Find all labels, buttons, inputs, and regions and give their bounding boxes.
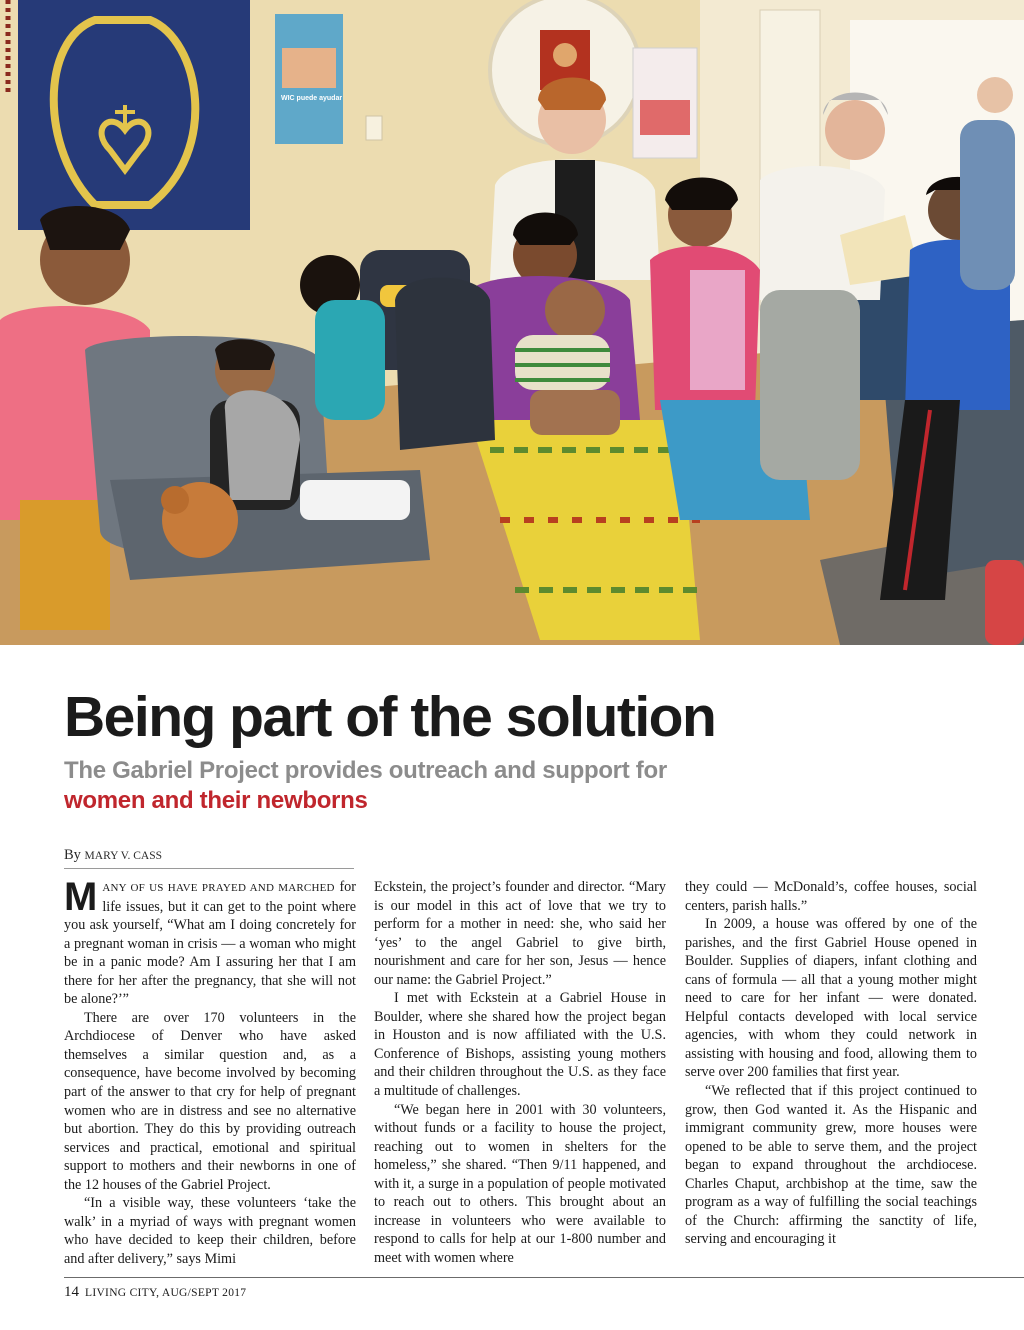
- byline-prefix: By: [64, 847, 81, 863]
- paragraph-2: There are over 170 volunteers in the Archdiocese of Denver who have asked themselves a similar question and, as a consequence, have become involved by becoming part of the answer to that cry for help of pregnant women who are in distress and see no alternative but abortion. They do this by providing outreach services and practical, emotional and spiritual support to mothers and their newborns in one of the 12 houses of the Gabriel Project.: [64, 1009, 356, 1193]
- column-2: [374, 878, 666, 1273]
- footer-rule: [64, 1277, 1024, 1278]
- column-1: [64, 878, 356, 1273]
- deck-highlight: women and their newborns: [64, 787, 368, 814]
- deck-text: The Gabriel Project provides outreach and support for: [64, 757, 667, 784]
- article-deck: [64, 756, 684, 816]
- paragraph-1-text: for life issues, but it can get to the point where you ask yourself, “What am I doing concretely for a pregnant woman in crisis — a woman who might be in a panic mode? Am I assuring her that I am there for her after the pregnancy, that she will not be alone?’”: [64, 879, 356, 1008]
- page-number: 14: [64, 1284, 79, 1300]
- paragraph-1: [64, 878, 356, 1009]
- author-name: MARY V. CASS: [84, 850, 162, 862]
- paragraph-5: “We began here in 2001 with 30 volunteers, without funds or a facility to house the project, reaching out to women in shelters for the homeless,” she shared. “Then 9/11 happened, and with it, a surge in a population of people motivated to reach out to others. This brought about an increase in volunteers who were available to respond to calls for help at our 1-800 number and meet with women where: [374, 1101, 666, 1266]
- poster-text: WIC puede ayudar: [281, 95, 343, 102]
- publication-name: LIVING CITY, AUG/SEPT 2017: [85, 1287, 247, 1299]
- drop-cap: M: [64, 878, 98, 919]
- paragraph-3: “In a visible way, these volunteers ‘take the walk’ in a myriad of ways with pregnant women who have decided to keep their children, before and after delivery,” says Mimi: [64, 1195, 356, 1267]
- paragraph-6: In 2009, a house was offered by one of the parishes, and the first Gabriel House opened in Boulder. Supplies of diapers, infant clothing and cans of formula — all that a young mother might need to care for her infant — were donated. Helpful contacts developed with local service agencies, with whom they could network in assisting with housing and food, allowing them to serve over 200 families that first year.: [685, 916, 977, 1081]
- lead-in: ANY OF US HAVE PRAYED AND MARCHED: [102, 882, 335, 894]
- page-footer: [64, 1282, 246, 1303]
- article-title: Being part of the solution: [64, 685, 716, 749]
- column-3: [685, 878, 977, 1273]
- paragraph-4: I met with Eckstein at a Gabriel House in Boulder, where she shared how the project began in Houston and is now affiliated with the U.S. Conference of Bishops, assisting young mothers and their children throughout the U.S. as they face a multitude of challenges.: [374, 990, 666, 1100]
- paragraph-5-continued: they could — McDonald’s, coffee houses, social centers, parish halls.”: [685, 879, 977, 914]
- article-photo: [0, 0, 1024, 645]
- byline: [64, 846, 354, 869]
- paragraph-7: “We reflected that if this project continued to grow, then God wanted it. As the Hispanic and immigrant community grew, more houses were opened to be able to serve them, and the project began to expand throughout the archdiocese. Charles Chaput, archbishop at the time, saw the program as a way of fulfilling the social teachings of the Church: affirming the sanctity of life, serving and encouraging it: [685, 1083, 977, 1248]
- paragraph-3-continued: Eckstein, the project’s founder and director. “Mary is our model in this act of love that we try to perform for a mother in need: she, who said her ‘yes’ to the angel Gabriel to give birth, nourishment and care for her son, Jesus — hence our name: the Gabriel Project.”: [374, 879, 666, 988]
